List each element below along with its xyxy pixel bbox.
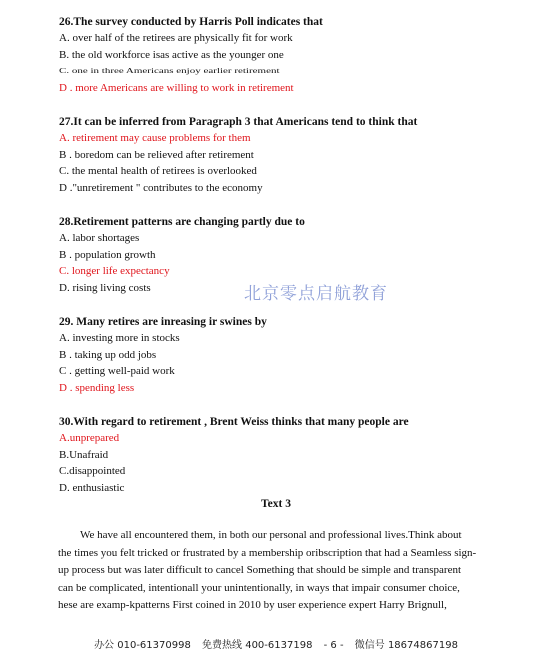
option-a-answer: A. retirement may cause problems for them — [59, 132, 251, 144]
option-d-answer: D . spending less — [59, 382, 135, 395]
passage-line: the times you felt tricked or frustrated by a membership oribscription that had a Seamless sign- — [58, 546, 477, 559]
option-b: B . taking up odd jobs — [59, 348, 157, 361]
option-a-answer: A.unprepared — [59, 432, 120, 444]
option-a: A. over half of the retirees are physically fit for work — [59, 32, 293, 44]
option-b: B . population growth — [59, 248, 156, 261]
passage-line: We have all encountered them, in both our personal and professional lives.Think about — [80, 529, 462, 541]
option-b: B.Unafraid — [59, 448, 109, 461]
section-heading: Text 3 — [261, 498, 291, 510]
footer-office-phone: 办公 010-61370998 — [94, 640, 191, 651]
question-title: 28.Retirement patterns are changing partly due to — [59, 216, 305, 228]
question-title: 26.The survey conducted by Harris Poll indicates that — [59, 16, 323, 28]
passage-paragraph — [58, 527, 498, 615]
passage-line: can be complicated, intentionall your unintentionally, in ways that impair consumer choice, — [58, 581, 460, 594]
option-c-answer: C. longer life expectancy — [59, 265, 170, 278]
option-a: A. labor shortages — [59, 232, 140, 244]
option-c: C. one in three Americans enjoy earlier retirement — [59, 67, 280, 76]
footer-hotline: 免费热线 400-6137198 — [202, 640, 313, 651]
question-27 — [59, 114, 529, 197]
page-number: - 6 - — [323, 640, 344, 651]
option-d: D. rising living costs — [59, 282, 151, 295]
option-d: D ."unretirement " contributes to the economy — [59, 182, 263, 195]
option-d-answer: D . more Americans are willing to work in retirement — [59, 82, 294, 95]
passage-line: up process but was later difficult to cancel Something that should be simple and transparent — [58, 564, 462, 576]
option-a: A. investing more in stocks — [59, 332, 180, 344]
option-c: C. the mental health of retirees is overlooked — [59, 165, 257, 178]
question-title: 30.With regard to retirement , Brent Weiss thinks that many people are — [59, 416, 409, 428]
option-c: C . getting well-paid work — [59, 365, 175, 378]
watermark: 北京零点启航教育 — [244, 284, 388, 304]
option-b: B. the old workforce isas active as the younger one — [59, 48, 284, 61]
question-30 — [59, 414, 529, 497]
question-29 — [59, 314, 529, 397]
question-26 — [59, 14, 529, 97]
question-title: 27.It can be inferred from Paragraph 3 that Americans tend to think that — [59, 116, 418, 128]
question-title: 29. Many retires are inreasing ir swines by — [59, 316, 267, 328]
option-c: C.disappointed — [59, 465, 126, 478]
page-footer — [0, 636, 552, 651]
passage-line: hese are examp-kpatterns First coined in 2010 by user experience expert Harry Brignull, — [58, 599, 447, 611]
option-b: B . boredom can be relieved after retirement — [59, 148, 254, 161]
option-d: D. enthusiastic — [59, 482, 125, 495]
footer-wechat: 微信号 18674867198 — [354, 640, 458, 651]
